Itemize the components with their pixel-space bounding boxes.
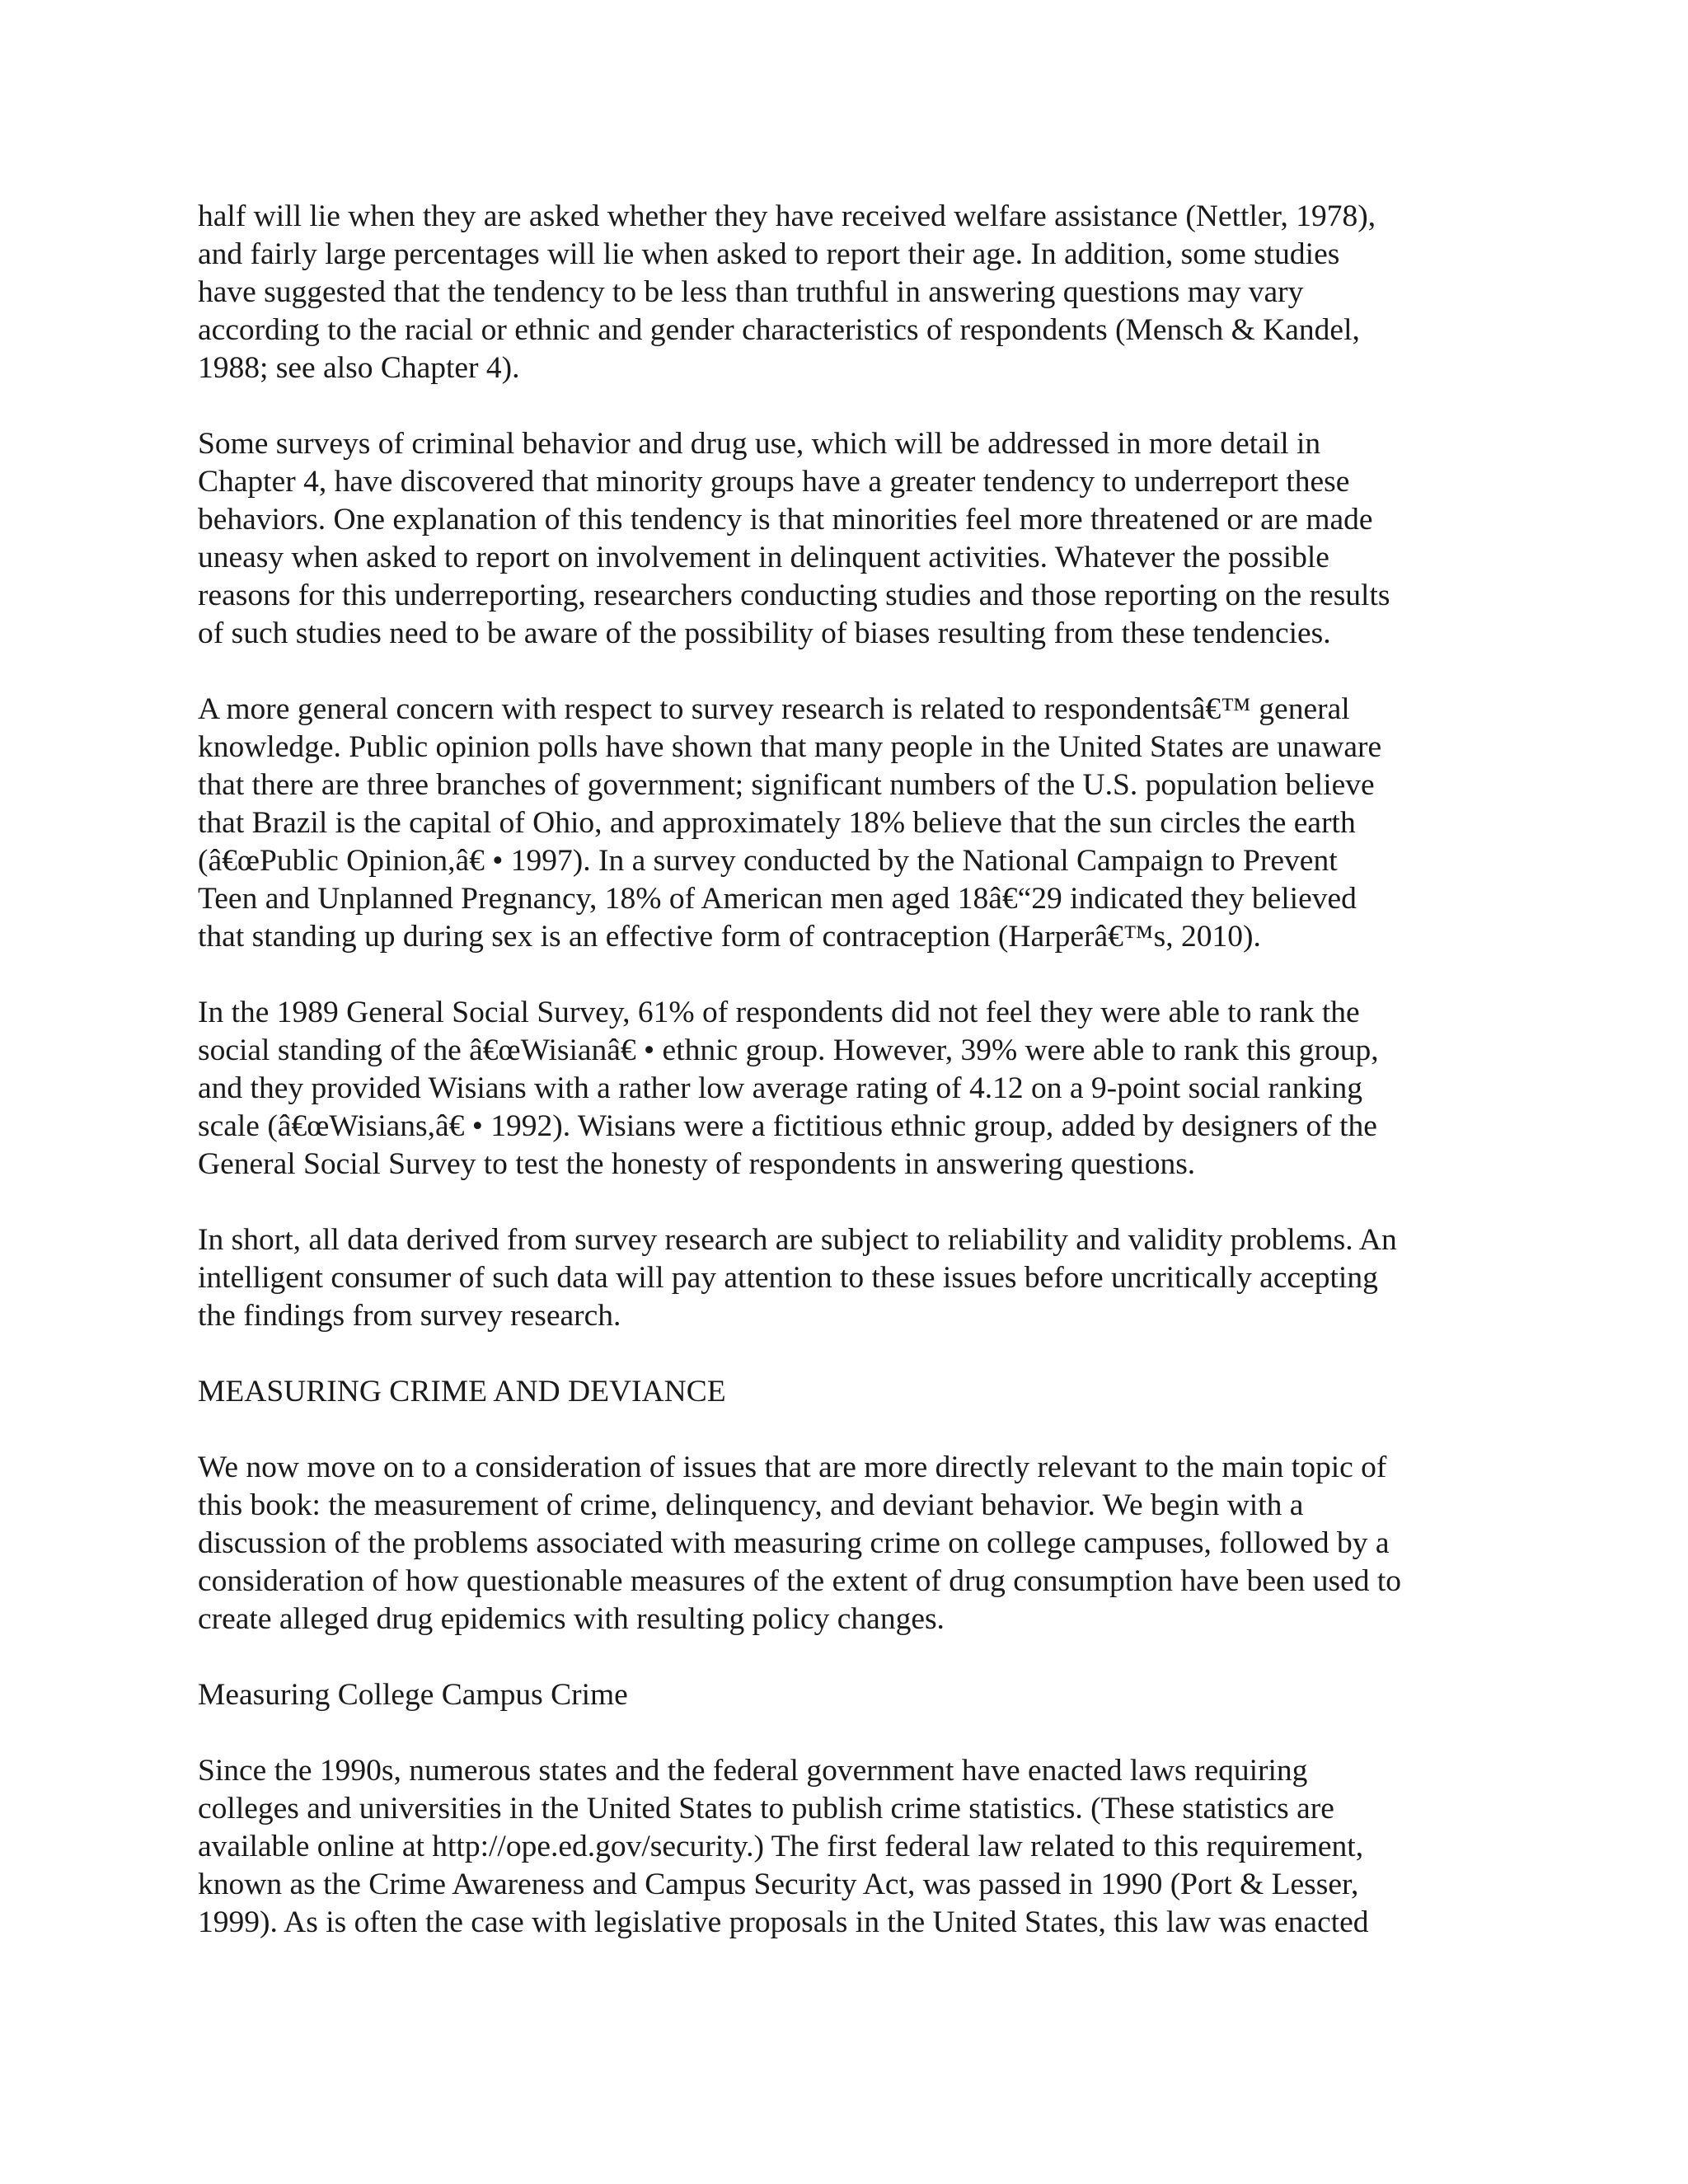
paragraph-minority-underreporting: Some surveys of criminal behavior and drug use, which will be addressed in more detail in Chapter 4, have discovered that minority groups have a greater tendency to underreport these behaviors. One explanation of this tendency is that minorities feel more threatened or are made uneasy when asked to report on involvement in delinquent activities. Whatever the possible reasons for this underreporting, researchers conducting studies and those reporting on the results of such studies need to be aware of the possibility of biases resulting from these tendencies. <box>198 427 1390 650</box>
paragraph-reliability-validity: In short, all data derived from survey research are subject to reliability and validity problems. An intelligent consumer of such data will pay attention to these issues before uncritically accepting the findings from survey research. <box>198 1223 1397 1333</box>
paragraph-wisian-survey: In the 1989 General Social Survey, 61% of respondents did not feel they were able to rank the social standing of the â€œWisianâ€ • ethnic group. However, 39% were able to rank this group, and they provided Wisians with a rather low average rating of 4.12 on a 9-point social ranking scale (â€œWisians,â€ • 1992). Wisians were a fictitious ethnic group, added by designers of the General Social Survey to test the honesty of respondents in answering questions. <box>198 996 1379 1181</box>
section-heading-measuring-crime: MEASURING CRIME AND DEVIANCE <box>198 1375 726 1408</box>
paragraph-welfare-lying: half will lie when they are asked whether they have received welfare assistance (Nettler, 1978), and fairly large percentages will lie when asked to report their age. In addition, some studies have suggested that the tendency to be less than truthful in answering questions may vary according to the racial or ethnic and gender characteristics of respondents (Mensch & Kandel, 1988; see also Chapter 4). <box>198 199 1376 385</box>
document-body <box>198 198 1500 1980</box>
subsection-heading-campus-crime: Measuring College Campus Crime <box>198 1678 628 1712</box>
paragraph-measurement-intro: We now move on to a consideration of issues that are more directly relevant to the main topic of this book: the measurement of crime, delinquency, and deviant behavior. We begin with a discussion of the problems associated with measuring crime on college campuses, followed by a consideration of how questionable measures of the extent of drug consumption have been used to create alleged drug epidemics with resulting policy changes. <box>198 1451 1402 1636</box>
paragraph-campus-crime-laws: Since the 1990s, numerous states and the federal government have enacted laws requiring colleges and universities in the United States to publish crime statistics. (These statistics are available online at http://ope.ed.gov/security.) The first federal law related to this requirement, known as the Crime Awareness and Campus Security Act, was passed in 1990 (Port & Lesser, 1999). As is often the case with legislative proposals in the United States, this law was enacted <box>198 1754 1369 1939</box>
paragraph-general-knowledge: A more general concern with respect to survey research is related to respondentsâ€™ general knowledge. Public opinion polls have shown that many people in the United States are unaware that there are three branches of government; significant numbers of the U.S. population believe that Brazil is the capital of Ohio, and approximately 18% believe that the sun circles the earth (â€œPublic Opinion,â€ • 1997). In a survey conducted by the National Campaign to Prevent Teen and Unplanned Pregnancy, 18% of American men aged 18â€“29 indicated they believed that standing up during sex is an effective form of contraception (Harperâ€™s, 2010). <box>198 692 1382 954</box>
